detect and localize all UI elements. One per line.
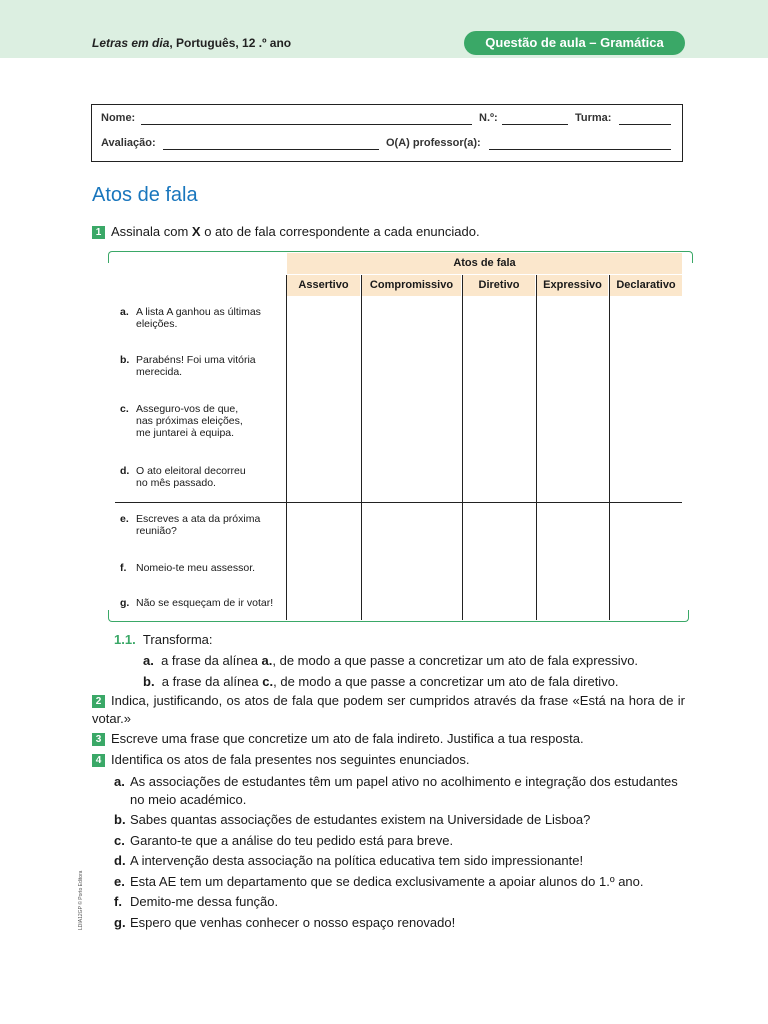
question-1: 1 Assinala com X o ato de fala correspondente a cada enunciado. <box>92 223 480 241</box>
page-title: Atos de fala <box>92 184 198 206</box>
col-diretivo: Diretivo <box>463 275 535 296</box>
list-item: c. Garanto-te que a análise do teu pedido está para breve. <box>114 833 454 848</box>
table-divider <box>115 502 682 503</box>
list-item: d. A intervenção desta associação na política educativa tem sido impressionante! <box>114 853 584 868</box>
grid-line <box>361 275 362 620</box>
list-item: a. As associações de estudantes têm um papel ativo no acolhimento e integração dos estudantes no meio académico. <box>114 774 678 807</box>
col-declarativo: Declarativo <box>610 275 682 296</box>
list-item: b. Sabes quantas associações de estudantes existem na Universidade de Lisboa? <box>114 812 591 827</box>
grid-line <box>536 275 537 620</box>
student-info-form <box>91 104 683 162</box>
copyright-note: LDIA12GP © Porto Editora <box>78 870 84 930</box>
section-badge: Questão de aula – Gramática <box>464 31 685 55</box>
grade-field[interactable] <box>163 149 379 150</box>
table-frame-bottom <box>108 610 689 622</box>
table-row: a. A lista A ganhou as últimas eleições. <box>120 306 261 330</box>
book-title: Letras em dia, Português, 12 .º ano <box>92 36 292 50</box>
list-item: e. Esta AE tem um departamento que se dedica exclusivamente a apoiar alunos do 1.º ano. <box>114 874 644 889</box>
table-group-header: Atos de fala <box>287 253 682 274</box>
question-2: 2 Indica, justificando, os atos de fala que podem ser cumpridos através da frase «Está na hora de ir votar.» <box>92 693 685 726</box>
list-item: f. Demito-me dessa função. <box>114 894 279 909</box>
list-item: g. Espero que venhas conhecer o nosso espaço renovado! <box>114 915 456 930</box>
table-row: c. Asseguro-vos de que, nas próximas eleições, me juntarei à equipa. <box>120 403 243 439</box>
question-1-1: 1.1. Transforma: <box>114 632 213 647</box>
grade-label: Avaliação: <box>101 137 156 149</box>
grid-line <box>462 275 463 620</box>
col-assertivo: Assertivo <box>287 275 360 296</box>
grid-line <box>609 275 610 620</box>
number-label: N.º: <box>479 112 498 124</box>
col-compromissivo: Compromissivo <box>362 275 461 296</box>
name-label: Nome: <box>101 112 136 124</box>
grid-line <box>286 275 287 620</box>
col-expressivo: Expressivo <box>537 275 608 296</box>
table-row: e. Escreves a ata da próxima reunião? <box>120 513 261 537</box>
question-4: 4 Identifica os atos de fala presentes nos seguintes enunciados. <box>92 751 469 769</box>
question-1-1-b: b. a frase da alínea c., de modo a que passe a concretizar um ato de fala diretivo. <box>143 674 619 689</box>
class-field[interactable] <box>619 124 671 125</box>
teacher-label: O(A) professor(a): <box>386 137 481 149</box>
table-row: b. Parabéns! Foi uma vitória merecida. <box>120 354 256 378</box>
table-row: g. Não se esqueçam de ir votar! <box>120 597 274 609</box>
number-field[interactable] <box>502 124 568 125</box>
table-row: f. Nomeio-te meu assessor. <box>120 562 256 574</box>
question-1-1-a: a. a frase da alínea a., de modo a que passe a concretizar um ato de fala expressivo. <box>143 653 639 668</box>
table-row: d. O ato eleitoral decorreu no mês passado. <box>120 465 246 489</box>
teacher-field[interactable] <box>489 149 671 150</box>
question-3: 3 Escreve uma frase que concretize um ato de fala indireto. Justifica a tua resposta. <box>92 730 584 748</box>
class-label: Turma: <box>575 112 612 124</box>
name-field[interactable] <box>141 124 472 125</box>
